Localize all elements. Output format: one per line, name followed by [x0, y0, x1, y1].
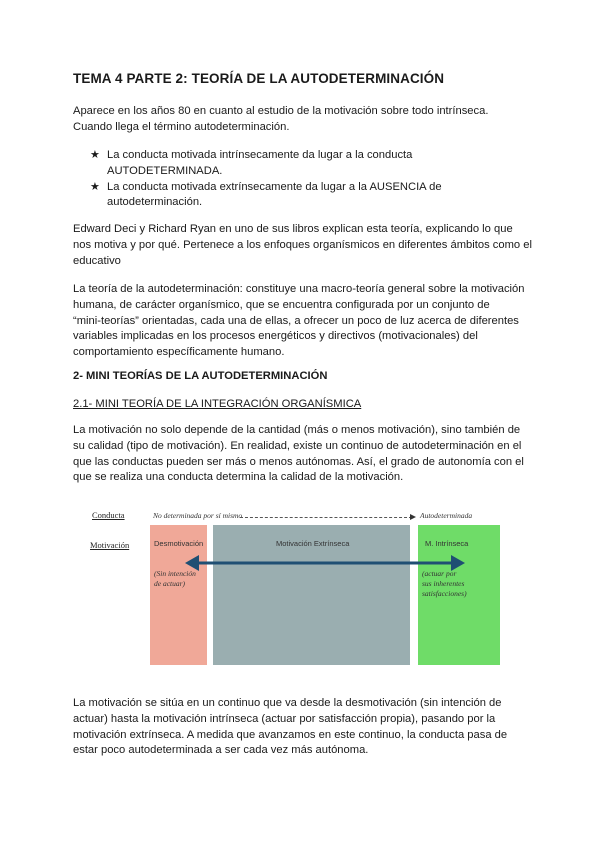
paragraph-line: variables implicadas en los procesos energéticos y directivos (motivacionales) del	[73, 330, 478, 343]
no-determinada-label: No determinada por sí mismo	[153, 511, 243, 520]
paragraph-line: Edward Deci y Richard Ryan en uno de sus libros explican esta teoría, explicando lo que	[73, 223, 513, 235]
list-item	[90, 180, 530, 212]
closing-paragraph	[73, 696, 535, 759]
arrow-left-head	[185, 555, 199, 571]
double-arrow-icon	[185, 554, 465, 572]
intro-line: Cuando llega el término autodeterminación.	[73, 120, 290, 133]
paragraph-line: humana, de carácter organísmico, que se encuentra configurada por un conjunto de	[73, 298, 490, 311]
conducta-label: Conducta	[92, 510, 125, 520]
bullet-line: La conducta motivada extrínsecamente da lugar a la AUSENCIA de	[107, 180, 442, 193]
intro-paragraph	[73, 104, 535, 136]
paragraph-line: “mini-teorías” orientadas, cada una de ellas, a ofrecer un poco de luz acerca de diferentes	[73, 314, 519, 327]
desmotivacion-title: Desmotivación	[154, 539, 204, 548]
note-line: satisfacciones)	[422, 589, 467, 598]
note-line: (actuar por	[422, 569, 457, 578]
theory-paragraph	[73, 282, 535, 361]
arrow-right-head	[451, 555, 465, 571]
paragraph-line: motivación extrínseca. A medida que avanzamos en este continuo, la conducta pasa de	[73, 728, 508, 741]
list-item	[90, 148, 530, 180]
intro-line: Aparece en los años 80 en cuanto al estudio de la motivación sobre todo intrínseca.	[73, 105, 489, 117]
extrinseca-title: Motivación Extrínseca	[276, 539, 350, 548]
bullet-line: autodeterminación.	[107, 196, 203, 209]
note-line: de actuar)	[154, 579, 186, 588]
section-heading: 2- MINI TEORÍAS DE LA AUTODETERMINACIÓN	[73, 370, 328, 382]
note-line: (Sin intención	[154, 569, 196, 578]
paragraph-line: nos motiva y por qué. Pertenece a los enfoques organísmicos en diferentes ámbitos como el	[73, 238, 532, 251]
paragraph-line: La motivación no solo depende de la cantidad (más o menos motivación), sino también de	[73, 424, 521, 436]
autodeterminada-label: Autodeterminada	[420, 511, 473, 520]
motivacion-label: Motivación	[90, 540, 130, 550]
continuum-line	[240, 517, 412, 518]
intrinseca-title: M. Intrínseca	[425, 539, 469, 548]
paragraph-line: La teoría de la autodeterminación: constituye una macro-teoría general sobre la motivación	[73, 283, 525, 295]
bullet-line: AUTODETERMINADA.	[107, 164, 223, 177]
paragraph-line: estar poco autodeterminada a ser cada vez más autónoma.	[73, 744, 369, 757]
paragraph-line: educativo	[73, 254, 121, 267]
continuum-arrowhead-icon	[410, 514, 416, 520]
self-determination-diagram	[90, 508, 520, 678]
desmotivacion-note	[154, 569, 196, 589]
paragraph-line: actuar) hasta la motivación intrínseca (actuar por satisfacción propia), pasando por la	[73, 712, 496, 725]
paragraph-line: que se realiza una conducta determina la calidad de la motivación.	[73, 471, 404, 484]
page-title: TEMA 4 PARTE 2: TEORÍA DE LA AUTODETERMINACIÓN	[73, 71, 445, 86]
intrinseca-note	[422, 569, 467, 599]
motivation-paragraph	[73, 423, 535, 486]
paragraph-line: que las conductas pueden ser más o menos autónomas. Así, el grado de autonomía con el	[73, 455, 524, 468]
bullet-line: La conducta motivada intrínsecamente da lugar a la conducta	[107, 149, 413, 161]
deci-paragraph	[73, 222, 535, 269]
paragraph-line: La motivación se sitúa en un continuo que va desde la desmotivación (sin intención de	[73, 697, 502, 709]
note-line: sus inherentes	[422, 579, 465, 588]
star-bullet-icon: ★	[90, 149, 100, 161]
subsection-heading: 2.1- MINI TEORÍA DE LA INTEGRACIÓN ORGANÍSMICA	[73, 398, 362, 410]
paragraph-line: comportamiento específicamente humano.	[73, 346, 285, 359]
bullet-list	[90, 148, 530, 211]
paragraph-line: su calidad (tipo de motivación). En realidad, existe un continuo de autodeterminación en el	[73, 439, 522, 452]
star-bullet-icon: ★	[90, 180, 100, 193]
